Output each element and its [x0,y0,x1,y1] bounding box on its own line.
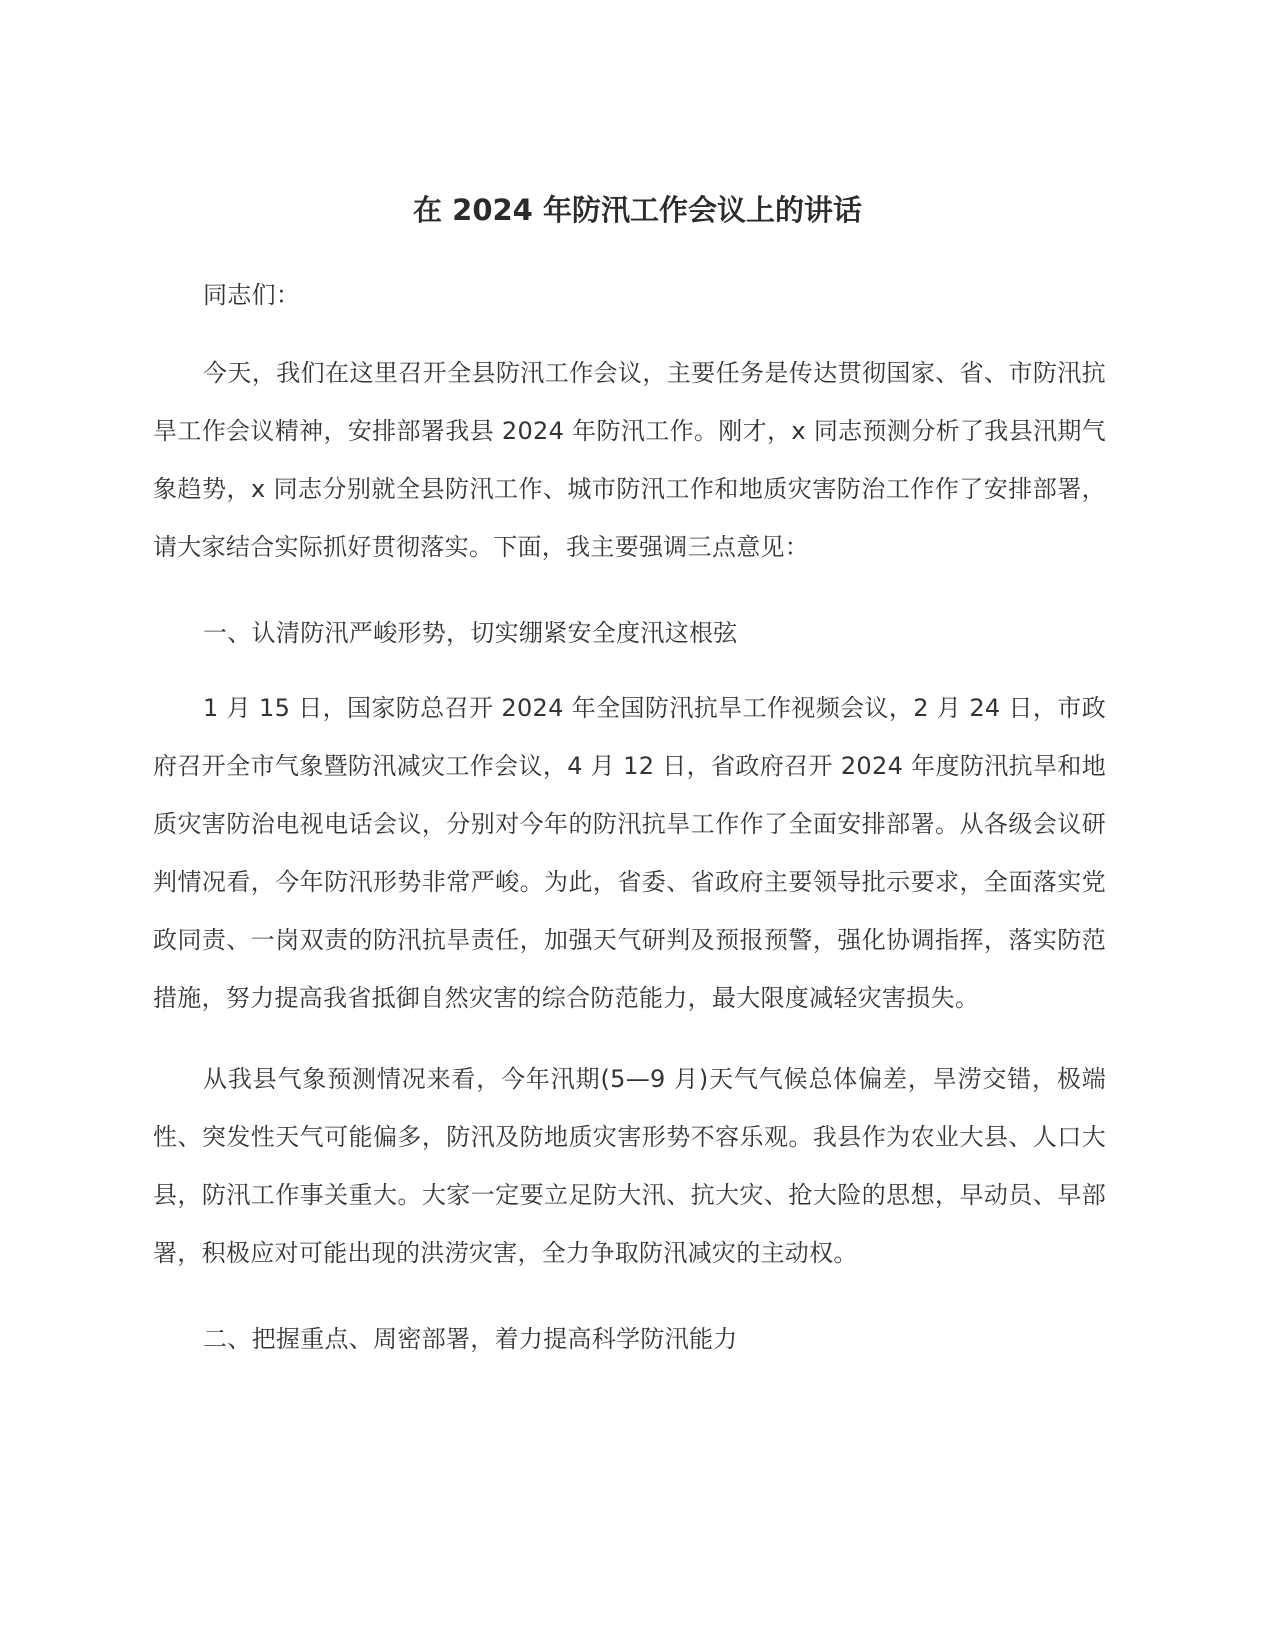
paragraph-forecast: 从我县气象预测情况来看，今年汛期(5—9 月)天气气候总体偏差，旱涝交错，极端性、突发性天气可能偏多，防汛及防地质灾害形势不容乐观。我县作为农业大县、人口大县，防汛工作事关重大。大家一定要立足防大汛、抗大灾、抢大险的思想，早动员、早部署，积极应对可能出现的洪涝灾害，全力争取防汛减灾的主动权。 [153,1065,1106,1267]
section-heading-1: 一、认清防汛严峻形势，切实绷紧安全度汛这根弦 [203,619,738,647]
paragraph-meetings: 1 月 15 日，国家防总召开 2024 年全国防汛抗旱工作视频会议，2 月 24 日，市政府召开全市气象暨防汛减灾工作会议，4 月 12 日，省政府召开 2024 年度防汛抗旱和地质灾害防治电视电话会议，分别对今年的防汛抗旱工作作了全面安排部署。从各级会议研判情况看，今年防汛形势非常严峻。为此，省委、省政府主要领导批示要求，全面落实党政同责、一岗双责的防汛抗旱责任，加强天气研判及预报预警，强化协调指挥，落实防范措施，努力提高我省抵御自然灾害的综合防范能力，最大限度减轻灾害损失。 [153,694,1106,1012]
document-title: 在 2024 年防汛工作会议上的讲话 [413,193,862,227]
paragraph-intro: 今天，我们在这里召开全县防汛工作会议，主要任务是传达贯彻国家、省、市防汛抗旱工作会议精神，安排部署我县 2024 年防汛工作。刚才，x 同志预测分析了我县汛期气象趋势，x 同志分别就全县防汛工作、城市防汛工作和地质灾害防治工作作了安排部署，请大家结合实际抓好贯彻落实。下面，我主要强调三点意见： [153,359,1106,561]
section-heading-2: 二、把握重点、周密部署，着力提高科学防汛能力 [203,1325,738,1353]
salutation: 同志们： [203,281,301,309]
